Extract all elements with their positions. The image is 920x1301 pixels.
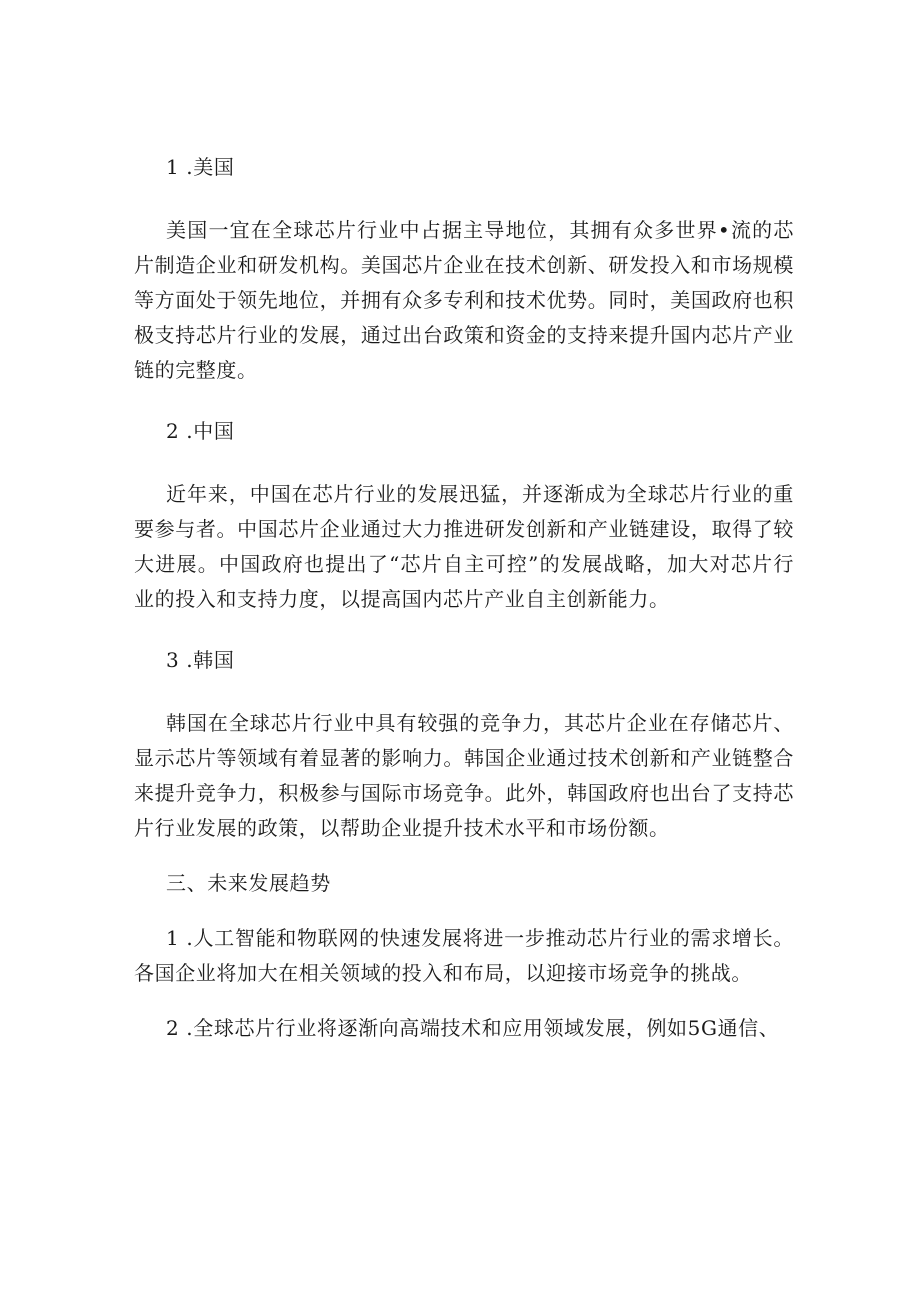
section-heading-china: 2 .中国 [166,419,235,443]
section-heading-korea: 3 .韩国 [166,648,235,672]
section-body-china: 近年来，中国在芯片行业的发展迅猛，并逐渐成为全球芯片行业的重要参与者。中国芯片企业通过大力推进研发创新和产业链建设，取得了较大进展。中国政府也提出了“芯片自主可控”的发展战略，加大对芯片行业的投入和支持力度，以提高国内芯片产业自主创新能力。 [134,482,794,611]
future-trend-item: 1 .人工智能和物联网的快速发展将进一步推动芯片行业的需求增长。各国企业将加大在相关领域的投入和布局，以迎接市场竞争的挑战。 [134,926,794,985]
section-body-usa: 美国一宜在全球芯片行业中占据主导地位，其拥有众多世界•流的芯片制造企业和研发机构。美国芯片企业在技术创新、研发投入和市场规模等方面处于领先地位，并拥有众多专利和技术优势。同时，美国政府也积极支持芯片行业的发展，通过出台政策和资金的支持来提升国内芯片产业链的完整度。 [134,218,794,382]
section-heading-usa: 1 .美国 [166,155,235,179]
future-trends-heading: 三、未来发展趋势 [166,871,331,895]
document-content [134,150,794,1046]
section-body-korea: 韩国在全球芯片行业中具有较强的竞争力，其芯片企业在存储芯片、显示芯片等领域有着显著的影响力。韩国企业通过技术创新和产业链整合来提升竞争力，积极参与国际市场竞争。此外，韩国政府也出台了支持芯片行业发展的政策，以帮助企业提升技术水平和市场份额。 [134,711,794,840]
future-trend-item: 2 .全球芯片行业将逐渐向高端技术和应用领域发展，例如5G通信、 [166,1016,780,1040]
